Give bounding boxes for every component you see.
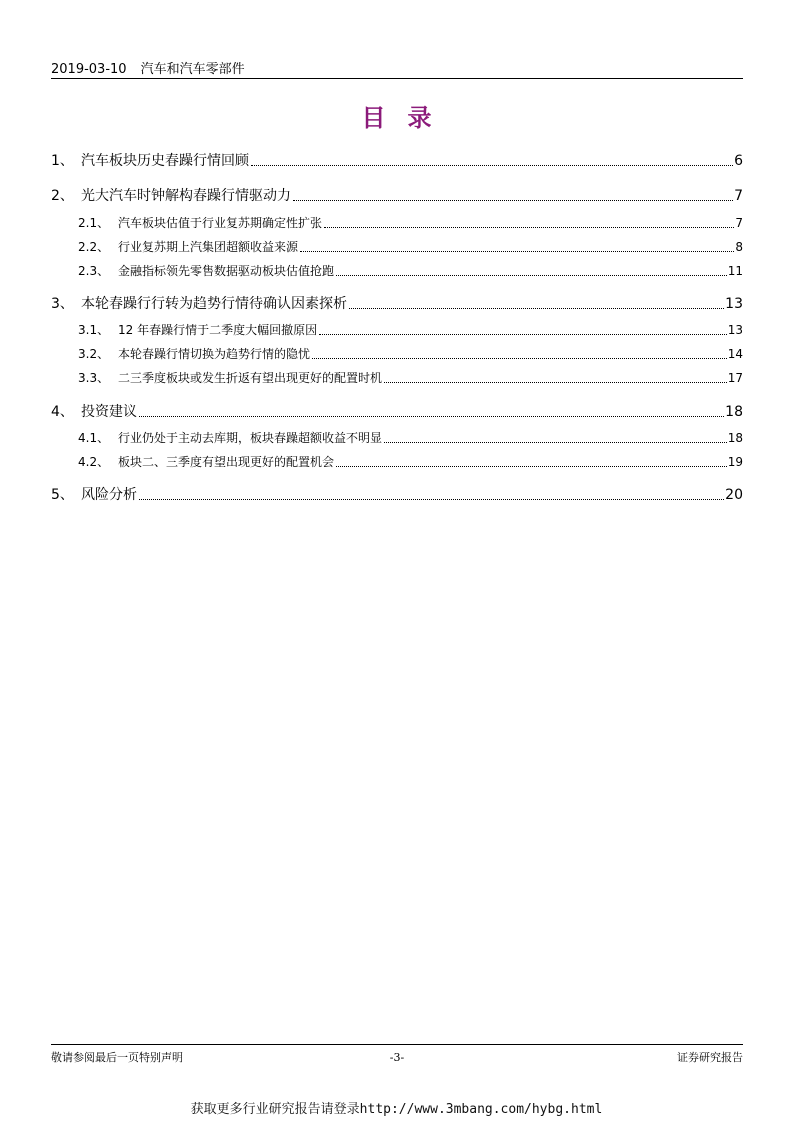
header-category: 汽车和汽车零部件 — [140, 62, 245, 77]
toc-dot-leader — [349, 308, 724, 309]
toc-entry-page: 19 — [727, 455, 743, 469]
toc-entry[interactable] — [51, 403, 743, 421]
toc-entry[interactable] — [51, 187, 743, 205]
header-divider — [51, 78, 743, 79]
toc-dot-leader — [384, 442, 727, 443]
toc-entry-label: 投资建议 — [81, 404, 137, 420]
toc-entry-page: 18 — [727, 431, 743, 445]
header-date: 2019-03-10 — [51, 62, 127, 77]
toc-entry-number: 4.1、 — [78, 431, 110, 445]
toc-entry-number: 2、 — [51, 188, 74, 204]
toc-subentry[interactable] — [78, 429, 743, 447]
toc-entry-label: 板块二、三季度有望出现更好的配置机会 — [118, 455, 335, 469]
toc-entry-label: 汽车板块历史春躁行情回顾 — [81, 153, 249, 169]
toc-entry-label: 风险分析 — [81, 487, 137, 503]
toc-entry[interactable] — [51, 295, 743, 313]
toc-entry-label: 本轮春躁行情切换为趋势行情的隐忧 — [118, 347, 311, 361]
toc-entry-number: 3、 — [51, 296, 74, 312]
toc-subentry[interactable] — [78, 369, 743, 387]
toc-subentry[interactable] — [78, 453, 743, 471]
toc-title: 目录 — [361, 104, 454, 132]
toc-subentry[interactable] — [78, 345, 743, 363]
toc-entry[interactable] — [51, 152, 743, 170]
toc-subentry[interactable] — [78, 262, 743, 280]
toc-entry-number: 4.2、 — [78, 455, 110, 469]
page-footer — [51, 1050, 743, 1066]
toc-dot-leader — [384, 382, 727, 383]
toc-dot-leader — [293, 200, 733, 201]
toc-entry-number: 2.3、 — [78, 264, 110, 278]
toc-dot-leader — [336, 466, 727, 467]
toc-dot-leader — [251, 165, 733, 166]
toc-entry-page: 13 — [727, 323, 743, 337]
toc-dot-leader — [139, 416, 724, 417]
toc-entry-number: 2.2、 — [78, 240, 110, 254]
footer-disclaimer: 敬请参阅最后一页特别声明 — [51, 1051, 183, 1064]
toc-entry-number: 3.2、 — [78, 347, 110, 361]
toc-entry-number: 1、 — [51, 153, 74, 169]
toc-entry-page: 14 — [727, 347, 743, 361]
toc-entry-page: 7 — [735, 216, 743, 230]
toc-entry-label: 汽车板块估值于行业复苏期确定性扩张 — [118, 216, 323, 230]
toc-dot-leader — [139, 499, 724, 500]
toc-subentry[interactable] — [78, 238, 743, 256]
toc-entry-label: 行业仍处于主动去库期，板块春躁超额收益不明显 — [118, 431, 383, 445]
toc-entry-number: 4、 — [51, 404, 74, 420]
toc-dot-leader — [300, 251, 734, 252]
toc-subentry[interactable] — [78, 214, 743, 232]
footer-report-type: 证券研究报告 — [677, 1051, 743, 1064]
toc-entry-page: 18 — [725, 404, 743, 420]
toc-entry-label: 本轮春躁行行转为趋势行情待确认因素探析 — [81, 296, 347, 312]
toc-entry-label: 行业复苏期上汽集团超额收益来源 — [118, 240, 299, 254]
toc-dot-leader — [312, 358, 727, 359]
toc-entry-number: 2.1、 — [78, 216, 110, 230]
toc-dot-leader — [319, 334, 727, 335]
toc-entry-label: 12 年春躁行情于二季度大幅回撤原因 — [118, 323, 318, 337]
toc-entry-page: 20 — [725, 487, 743, 503]
toc-entry-page: 8 — [735, 240, 743, 254]
toc-entry-label: 二三季度板块或发生折返有望出现更好的配置时机 — [118, 371, 383, 385]
toc-entry-label: 金融指标领先零售数据驱动板块估值抢跑 — [118, 264, 335, 278]
footer-divider — [51, 1044, 743, 1045]
toc-entry-page: 13 — [725, 296, 743, 312]
toc-entry-page: 7 — [734, 188, 743, 204]
toc-entry-page: 6 — [734, 153, 743, 169]
toc-dot-leader — [336, 275, 727, 276]
toc-dot-leader — [324, 227, 734, 228]
toc-entry-number: 3.3、 — [78, 371, 110, 385]
page-header — [51, 62, 743, 78]
toc-subentry[interactable] — [78, 321, 743, 339]
promo-link[interactable]: 获取更多行业研究报告请登录http://www.3mbang.com/hybg.html — [190, 1102, 603, 1117]
toc-entry-number: 3.1、 — [78, 323, 110, 337]
toc-entry[interactable] — [51, 486, 743, 504]
toc-entry-page: 17 — [727, 371, 743, 385]
toc-entry-page: 11 — [727, 264, 743, 278]
toc-entry-label: 光大汽车时钟解构春躁行情驱动力 — [81, 188, 291, 204]
footer-page-number: -3- — [389, 1051, 405, 1064]
toc-entry-number: 5、 — [51, 487, 74, 503]
